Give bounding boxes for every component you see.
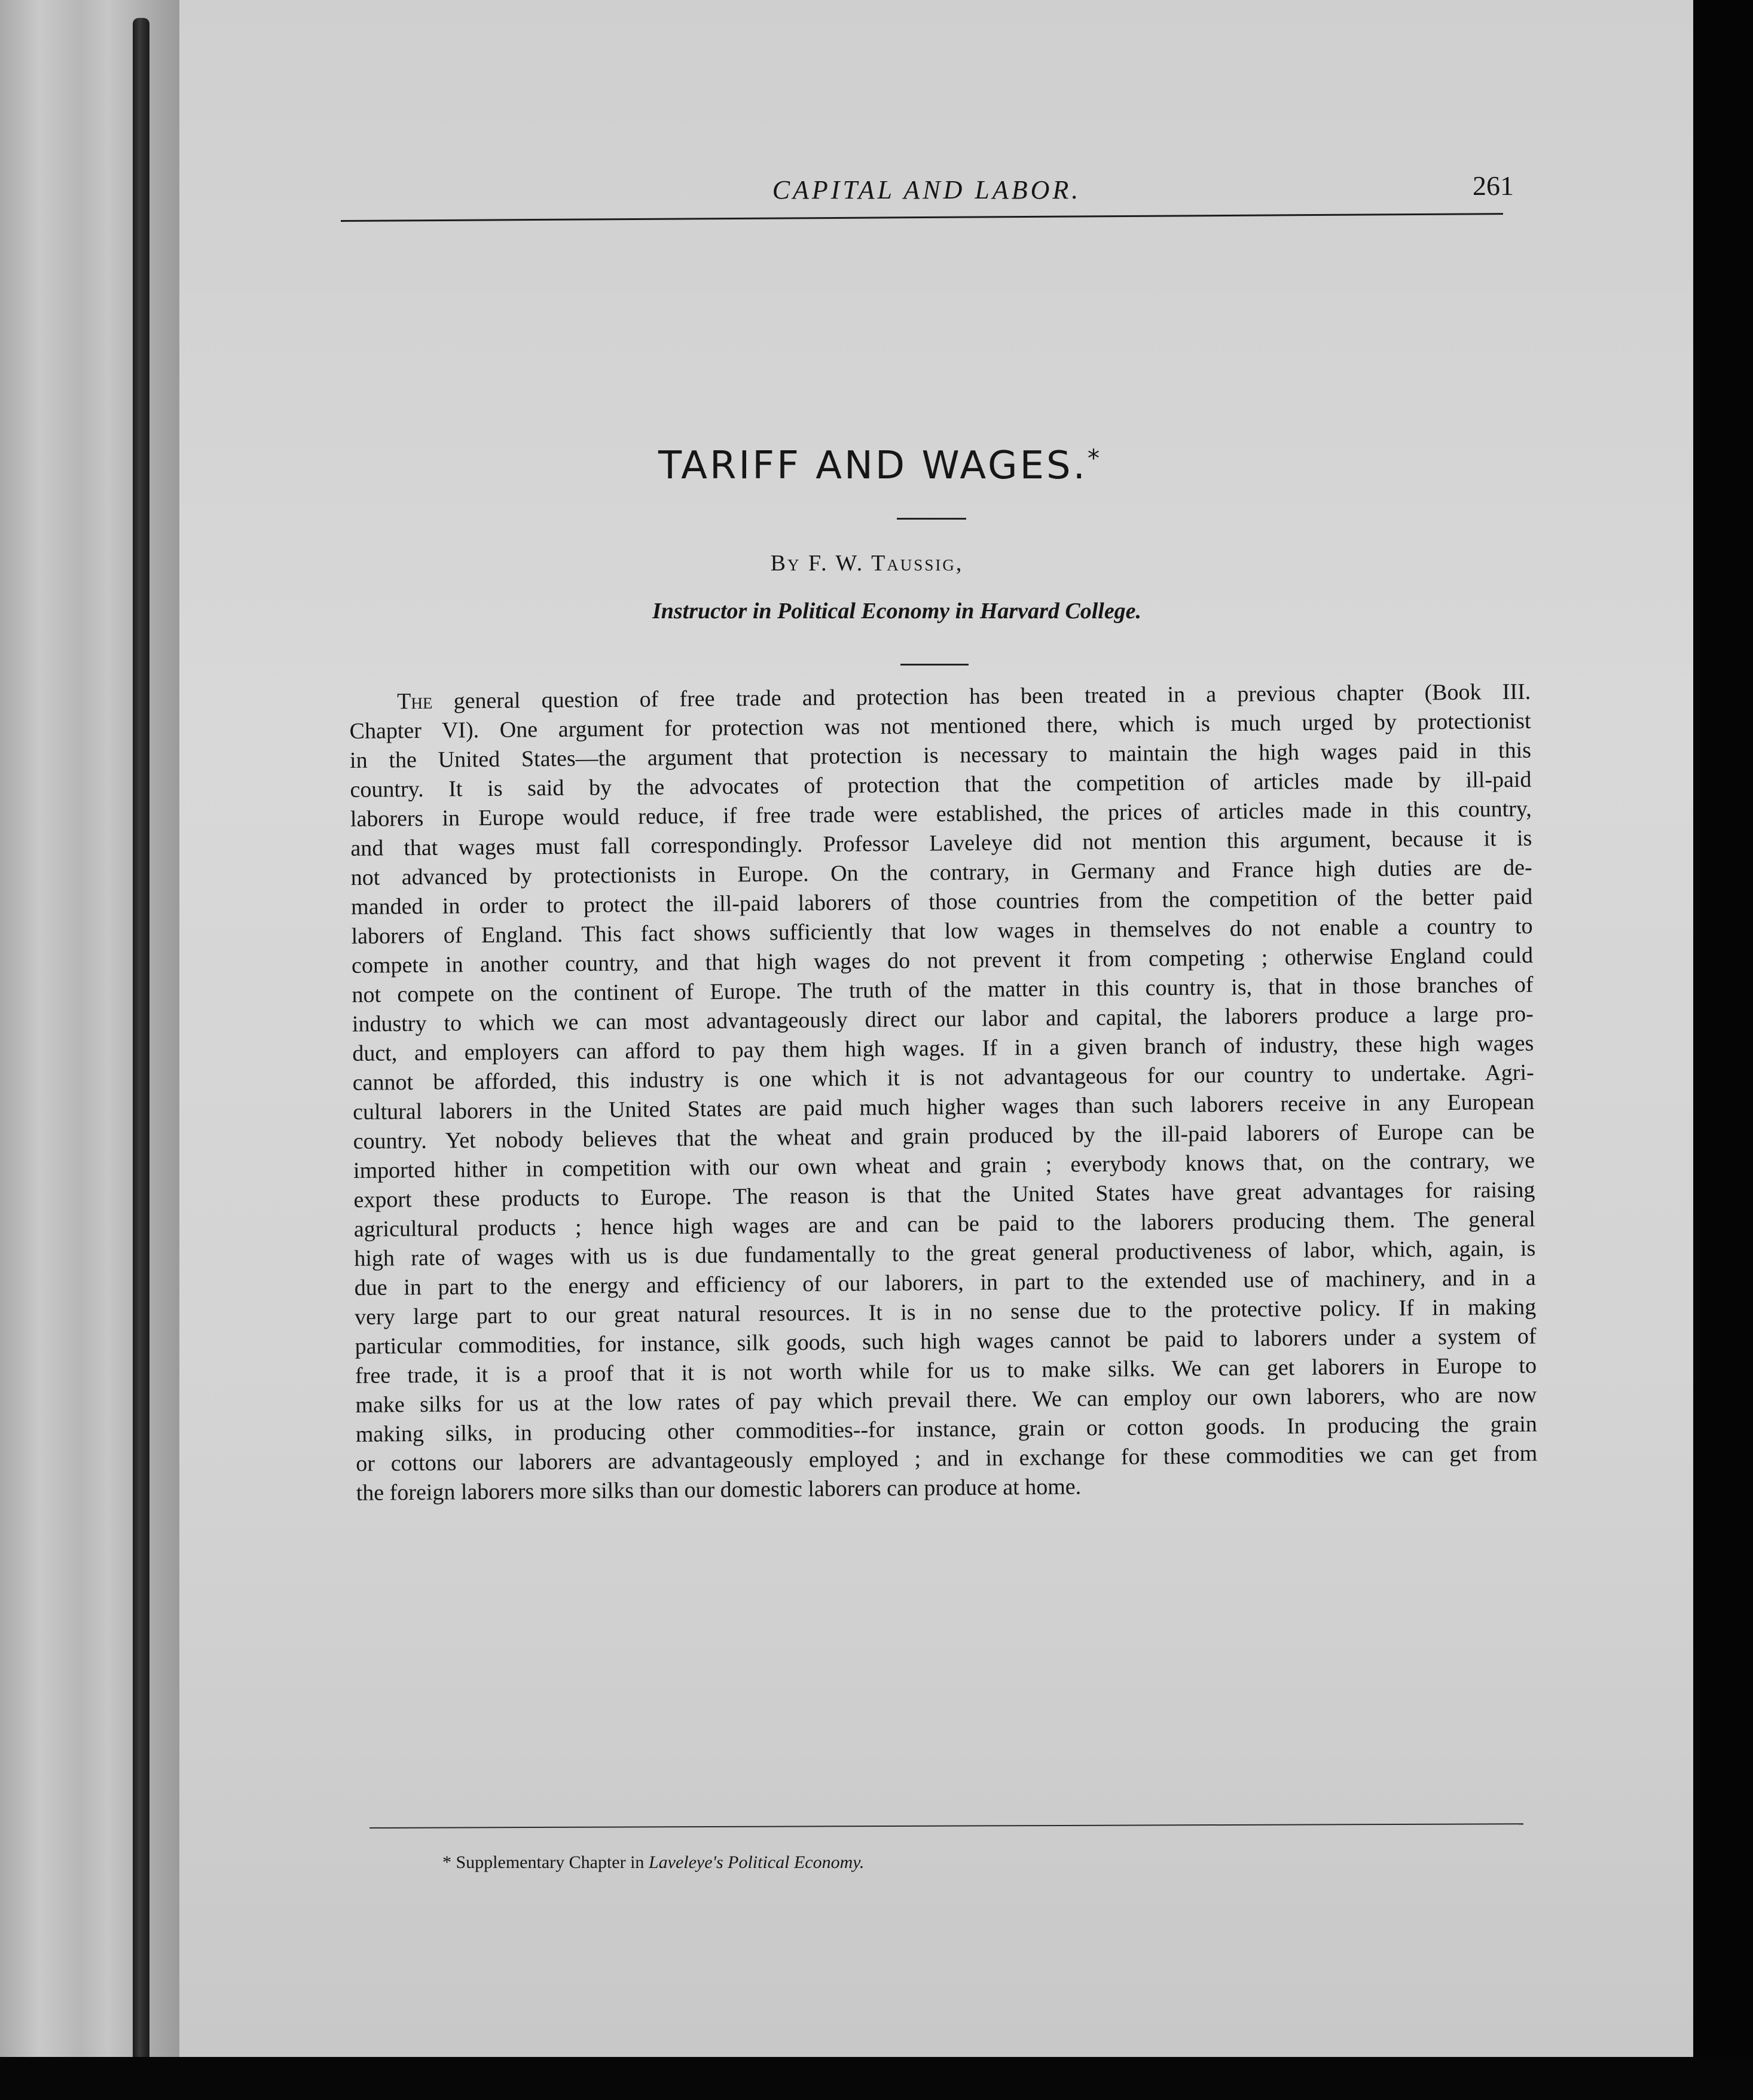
body-line-text: imported hither in competition with our own wheat and grain ; everybody knows that, on the contrary, we xyxy=(353,1147,1535,1183)
body-line-text: the foreign laborers more silks than our domestic laborers can produce at home. xyxy=(356,1474,1082,1506)
body-line-text: not advanced by protectionists in Europe. On the contrary, in Germany and France high duties are de- xyxy=(350,854,1532,890)
body-line-text: industry to which we can most advantageously direct our labor and capital, the laborers produce a large pro- xyxy=(352,1001,1534,1037)
body-line-text: very large part to our great natural resources. It is in no sense due to the protective policy. If in making xyxy=(355,1294,1537,1330)
body-line-text: high rate of wages with us is due fundamentally to the great general productiveness of labor, which, again, is xyxy=(354,1235,1536,1271)
running-head: CAPITAL AND LABOR. xyxy=(772,175,1082,204)
footnote-source: Laveleye's Political Economy. xyxy=(648,1852,865,1872)
body-line-text: export these products to Europe. The reason is that the United States have great advantages for raising xyxy=(353,1177,1535,1213)
body-line-text: laborers in Europe would reduce, if free trade were established, the prices of articles made in this country, xyxy=(350,796,1532,832)
footnote xyxy=(442,1852,1160,1873)
body-line-text: and that wages must fall correspondingly. Professor Laveleye did not mention this argument, because it is xyxy=(350,825,1532,861)
body-line-text: making silks, in producing other commodities--for instance, grain or cotton goods. In producing the grain xyxy=(355,1411,1538,1447)
facing-page-edge xyxy=(0,0,179,2069)
body-line-text: due in part to the energy and efficiency of our laborers, in part to the extended use of machinery, and in a xyxy=(354,1265,1536,1301)
title-footnote-mark: * xyxy=(1087,445,1100,472)
body-line-text: general question of free trade and protection has been treated in a previous chapter (Book III. xyxy=(453,679,1531,714)
body-lead-word: The xyxy=(397,688,433,715)
body-line-text: compete in another country, and that high wages do not prevent it from competing ; otherwise England could xyxy=(351,942,1534,978)
scan-border-bottom xyxy=(0,2057,1753,2100)
author-byline: By F. W. Taussig, xyxy=(770,551,964,576)
body-line-text: manded in order to protect the ill-paid laborers of those countries from the competition of the better paid xyxy=(351,884,1533,920)
article-body xyxy=(349,677,1538,1508)
body-line-text: Chapter VI). One argument for protection was not mentioned there, which is much urged by protectionist xyxy=(349,708,1531,744)
author-affiliation: Instructor in Political Economy in Harvard College. xyxy=(652,599,1142,624)
body-line-text: not compete on the continent of Europe. The truth of the matter in this country is, that in those branches of xyxy=(352,972,1534,1008)
body-line-text: free trade, it is a proof that it is not worth while for us to make silks. We can get laborers in Europe to xyxy=(355,1353,1537,1388)
body-line-text: country. It is said by the advocates of protection that the competition of articles made by ill-paid xyxy=(350,767,1532,802)
body-line-text: in the United States—the argument that protection is necessary to maintain the high wages paid in this xyxy=(349,737,1532,773)
body-line-text: country. Yet nobody believes that the wheat and grain produced by the ill-paid laborers of Europe can be xyxy=(353,1118,1535,1154)
body-line-text: cannot be afforded, this industry is one which it is not advantageous for our country to undertake. Agri- xyxy=(352,1060,1534,1095)
footnote-text: Supplementary Chapter in xyxy=(456,1852,645,1872)
title-rule xyxy=(897,518,966,520)
body-line-text: agricultural products ; hence high wages are and can be paid to the laborers producing them. The general xyxy=(353,1206,1536,1242)
byline-rule xyxy=(900,664,969,666)
body-line-text: particular commodities, for instance, silk goods, such high wages cannot be paid to laborers under a system of xyxy=(355,1323,1537,1359)
body-line-text: make silks for us at the low rates of pay which prevail there. We can employ our own laborers, who are now xyxy=(355,1382,1537,1418)
article-title-text: TARIFF AND WAGES. xyxy=(658,444,1088,488)
book-gutter xyxy=(133,18,149,2069)
article-title xyxy=(598,444,1160,488)
body-line-text: or cottons our laborers are advantageously employed ; and in exchange for these commodities we can get from xyxy=(356,1440,1538,1476)
footnote-marker: * xyxy=(442,1852,451,1872)
body-line-text: duct, and employers can afford to pay them high wages. If in a given branch of industry, these high wages xyxy=(352,1030,1534,1066)
scan-border-right xyxy=(1693,0,1753,2100)
body-line-text: cultural laborers in the United States are paid much higher wages than such laborers receive in any European xyxy=(353,1089,1535,1125)
body-line-text: laborers of England. This fact shows sufficiently that low wages in themselves do not enable a country to xyxy=(351,913,1533,949)
page-number: 261 xyxy=(1473,170,1514,201)
